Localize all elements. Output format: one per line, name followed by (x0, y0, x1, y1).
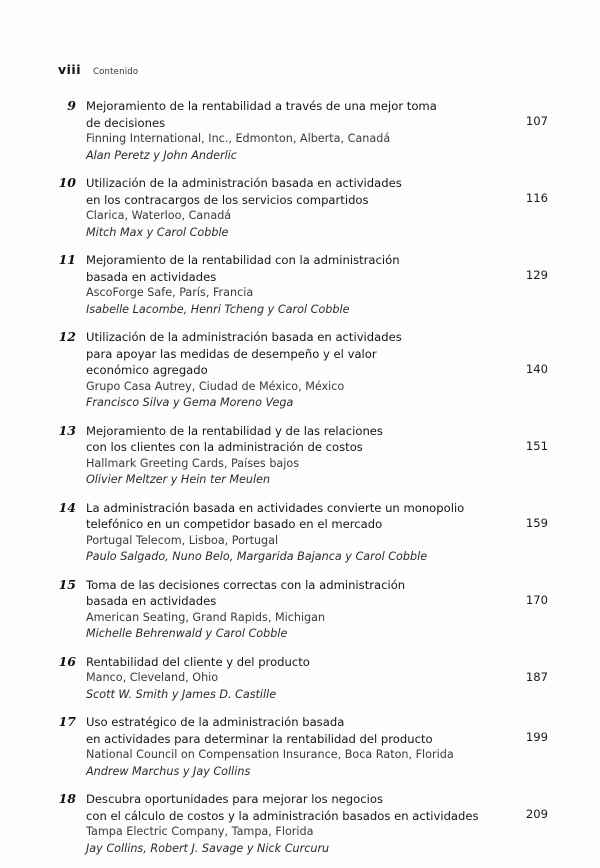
chapter-authors: Isabelle Lacombe, Henri Tcheng y Carol Cobble (86, 302, 350, 316)
chapter-number: 13 (58, 422, 76, 438)
chapter-organization: Portugal Telecom, Lisboa, Portugal (86, 533, 279, 547)
chapter-authors: Michelle Behrenwald y Carol Cobble (86, 627, 288, 640)
toc-entry-body (86, 329, 548, 412)
chapter-number: 17 (58, 714, 76, 729)
chapter-organization: National Council on Compensation Insurance, Boca Raton, Florida (86, 748, 454, 761)
chapter-authors: Olivier Meltzer y Hein ter Meulen (86, 473, 271, 486)
toc-entry[interactable] (56, 714, 548, 780)
toc-entry-body (86, 500, 548, 566)
chapter-authors: Andrew Marchus y Jay Collins (86, 764, 251, 778)
chapter-number: 11 (58, 252, 76, 267)
chapter-authors: Scott W. Smith y James D. Castille (86, 687, 277, 701)
chapter-number: 10 (58, 175, 76, 190)
chapter-number: 15 (58, 576, 76, 592)
toc-entry-body (86, 175, 548, 241)
toc-entry-body (86, 252, 548, 318)
chapter-organization: Finning International, Inc., Edmonton, Alberta, Canadá (86, 132, 391, 145)
toc-entry[interactable] (56, 329, 548, 412)
chapter-page-number: 151 (525, 438, 548, 453)
chapter-authors: Mitch Max y Carol Cobble (86, 225, 229, 239)
chapter-number: 16 (58, 653, 76, 669)
chapter-page-number: 170 (525, 592, 548, 607)
chapter-page-number: 209 (525, 807, 548, 821)
chapter-title: Toma de las decisiones correctas con la administración basada en actividades (86, 577, 406, 608)
chapter-page-number: 199 (525, 730, 548, 744)
chapter-number: 14 (58, 499, 76, 515)
chapter-title: Mejoramiento de la rentabilidad a través de una mejor toma de decisiones (86, 99, 437, 130)
table-of-contents (56, 98, 548, 868)
chapter-page-number: 116 (525, 191, 548, 205)
toc-entry[interactable] (56, 654, 548, 704)
chapter-authors: Francisco Silva y Gema Moreno Vega (86, 396, 294, 409)
toc-entry-body (86, 577, 548, 643)
toc-entry-body (86, 714, 548, 780)
page-folio: viii (58, 62, 82, 77)
toc-entry[interactable] (56, 791, 548, 857)
toc-entry[interactable] (56, 577, 548, 643)
running-head-label: Contenido (93, 67, 139, 77)
chapter-title: Uso estratégico de la administración basada en actividades para determinar la rentabilidad del producto (86, 715, 433, 746)
toc-entry-body (86, 423, 548, 489)
toc-entry[interactable] (56, 175, 548, 241)
chapter-number: 18 (58, 791, 76, 806)
chapter-number: 9 (67, 98, 76, 113)
chapter-organization: Hallmark Greeting Cards, Países bajos (86, 456, 300, 470)
chapter-title: Mejoramiento de la rentabilidad con la administración basada en actividades (86, 253, 400, 284)
toc-entry[interactable] (56, 500, 548, 566)
chapter-title: Utilización de la administración basada en actividades para apoyar las medidas de desempeño y el valor económico agregado (86, 330, 402, 377)
chapter-organization: Manco, Cleveland, Ohio (86, 671, 219, 684)
chapter-title: Rentabilidad del cliente y del producto (86, 654, 310, 669)
chapter-page-number: 140 (525, 362, 548, 376)
chapter-page-number: 187 (525, 669, 548, 684)
toc-entry[interactable] (56, 252, 548, 318)
chapter-title: Utilización de la administración basada en actividades en los contracargos de los servicios compartidos (86, 176, 402, 207)
chapter-organization: American Seating, Grand Rapids, Michigan (86, 610, 326, 624)
chapter-title: Mejoramiento de la rentabilidad y de las relaciones con los clientes con la administración de costos (86, 423, 383, 454)
chapter-organization: Grupo Casa Autrey, Ciudad de México, México (86, 379, 345, 393)
toc-entry[interactable] (56, 98, 548, 164)
running-head (58, 62, 138, 77)
chapter-organization: Tampa Electric Company, Tampa, Florida (86, 825, 314, 838)
toc-entry[interactable] (56, 423, 548, 489)
toc-entry-body (86, 791, 548, 857)
chapter-authors: Jay Collins, Robert J. Savage y Nick Curcuru (86, 841, 330, 855)
toc-entry-body (86, 98, 548, 164)
chapter-number: 12 (58, 329, 76, 344)
chapter-page-number: 107 (525, 114, 548, 128)
chapter-authors: Paulo Salgado, Nuno Belo, Margarida Bajanca y Carol Cobble (86, 550, 428, 563)
chapter-page-number: 129 (525, 268, 548, 282)
toc-entry-body (86, 654, 548, 704)
chapter-organization: Clarica, Waterloo, Canadá (86, 209, 232, 222)
chapter-title: La administración basada en actividades convierte un monopolio telefónico en un competidor basado en el mercado (86, 500, 465, 531)
chapter-page-number: 159 (525, 515, 548, 530)
chapter-authors: Alan Peretz y John Anderlic (86, 148, 237, 162)
chapter-title: Descubra oportunidades para mejorar los negocios con el cálculo de costos y la administración basados en actividades (86, 792, 479, 823)
chapter-organization: AscoForge Safe, París, Francia (86, 286, 254, 299)
